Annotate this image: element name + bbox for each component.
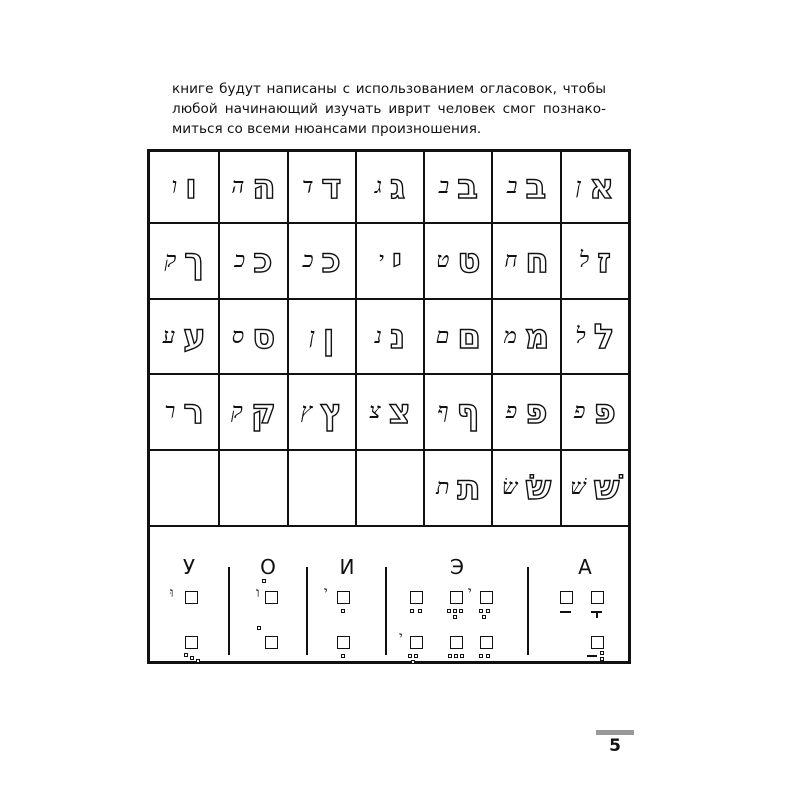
print-letter: א bbox=[589, 167, 615, 207]
sheva-dot bbox=[486, 654, 490, 658]
vowel-column-i bbox=[309, 527, 385, 657]
print-letter: ת bbox=[457, 468, 481, 508]
print-letter: ח bbox=[525, 241, 549, 281]
script-letter: ת bbox=[435, 475, 450, 500]
placeholder-square bbox=[591, 636, 604, 649]
print-letter: ך bbox=[184, 241, 204, 281]
script-letter: י bbox=[378, 248, 384, 273]
script-letter: ד bbox=[302, 174, 314, 199]
script-letter: ל bbox=[578, 248, 590, 273]
paragraph-line-3: миться со всеми нюансами произношения. bbox=[172, 121, 482, 137]
script-letter: ר bbox=[164, 399, 176, 424]
letter-cell bbox=[355, 451, 423, 525]
print-letter: כ bbox=[253, 241, 273, 281]
print-letter: מ bbox=[524, 316, 550, 357]
letter-cell bbox=[355, 375, 423, 451]
script-letter: ק bbox=[231, 399, 243, 424]
print-letter: ע bbox=[183, 316, 206, 357]
script-letter: נ bbox=[374, 323, 382, 349]
sheva-dot bbox=[600, 651, 604, 655]
print-letter: י bbox=[391, 241, 402, 281]
script-letter: ץ bbox=[300, 399, 313, 424]
letter-cell bbox=[287, 224, 355, 300]
letter-cell bbox=[355, 224, 423, 300]
vowel-section bbox=[150, 525, 628, 663]
letter-cell bbox=[287, 152, 355, 224]
paragraph-line-1: книге будут написаны с использованием огласовок, чтобы bbox=[172, 81, 606, 97]
print-letter: ק bbox=[250, 392, 276, 432]
holam-dot bbox=[262, 579, 266, 583]
vowel-divider bbox=[228, 567, 230, 655]
kubuts-dot bbox=[184, 653, 188, 657]
script-letter: כ bbox=[302, 248, 314, 273]
print-letter: שׂ bbox=[525, 468, 552, 508]
segol-dot bbox=[486, 609, 490, 613]
script-letter: כ bbox=[234, 248, 246, 273]
letter-cell bbox=[218, 224, 286, 300]
letter-cell bbox=[218, 300, 286, 375]
letter-cell bbox=[150, 375, 218, 451]
letter-cell bbox=[423, 375, 491, 451]
segol-dot bbox=[453, 609, 457, 613]
sheva-dot bbox=[600, 657, 604, 661]
letter-cell bbox=[218, 375, 286, 451]
vowel-label-a: А bbox=[578, 555, 592, 579]
script-letter: ן bbox=[309, 323, 315, 349]
placeholder-square bbox=[185, 591, 198, 604]
letter-cell bbox=[560, 375, 628, 451]
placeholder-square bbox=[185, 636, 198, 649]
kubuts-dot bbox=[190, 656, 194, 660]
segol-dot bbox=[414, 654, 418, 658]
script-letter: ן bbox=[575, 174, 582, 199]
print-letter: פ bbox=[525, 392, 548, 432]
vowel-divider bbox=[385, 567, 387, 655]
letter-cell bbox=[287, 375, 355, 451]
vowel-label-u: У bbox=[182, 555, 196, 579]
hataf-patah-mark bbox=[587, 655, 597, 657]
page-number: 5 bbox=[609, 736, 621, 756]
print-letter: צ bbox=[388, 392, 411, 432]
placeholder-square bbox=[591, 591, 604, 604]
letter-cell bbox=[560, 451, 628, 525]
print-letter: פ bbox=[593, 392, 616, 432]
placeholder-square bbox=[450, 591, 463, 604]
vowel-divider bbox=[527, 567, 529, 655]
letter-cell bbox=[491, 451, 559, 525]
placeholder-square bbox=[410, 591, 423, 604]
segol-dot bbox=[479, 609, 483, 613]
paragraph-line-2: любой начинающий изучать иврит человек смог познако- bbox=[172, 101, 606, 117]
print-letter: ף bbox=[456, 392, 480, 432]
script-letter: ם bbox=[435, 323, 450, 349]
print-letter: ד bbox=[321, 167, 342, 207]
yod-mark: י bbox=[399, 629, 403, 645]
vowel-column-a bbox=[545, 527, 625, 657]
shuruk-mark: וּ bbox=[170, 585, 174, 601]
letter-cell bbox=[423, 224, 491, 300]
script-letter: פ bbox=[505, 399, 518, 424]
hiriq-dot bbox=[341, 654, 345, 658]
script-letter: ח bbox=[504, 248, 518, 273]
print-letter: כ bbox=[321, 241, 341, 281]
script-letter: ו bbox=[171, 174, 178, 199]
print-letter: ג bbox=[390, 167, 406, 207]
letter-cell bbox=[287, 451, 355, 525]
alphabet-grid bbox=[150, 152, 628, 525]
script-letter: שׁ bbox=[570, 475, 586, 500]
placeholder-square bbox=[337, 636, 350, 649]
script-letter: מ bbox=[503, 323, 517, 349]
hiriq-dot bbox=[341, 609, 345, 613]
print-letter: ב bbox=[457, 167, 478, 207]
script-letter: ב bbox=[506, 174, 518, 199]
placeholder-square bbox=[480, 636, 493, 649]
script-letter: ק bbox=[164, 248, 177, 273]
vav-mark: ו bbox=[256, 585, 260, 601]
script-letter: ג bbox=[374, 174, 383, 199]
letter-cell bbox=[560, 224, 628, 300]
tsere-dot bbox=[410, 609, 414, 613]
sheva-dot bbox=[479, 654, 483, 658]
letter-cell bbox=[355, 300, 423, 375]
print-letter: ב bbox=[525, 167, 547, 207]
placeholder-square bbox=[480, 591, 493, 604]
letter-cell bbox=[150, 224, 218, 300]
letter-cell bbox=[150, 451, 218, 525]
script-letter: שׂ bbox=[501, 475, 518, 500]
placeholder-square bbox=[337, 591, 350, 604]
segol-dot bbox=[453, 615, 457, 619]
script-letter: ב bbox=[438, 174, 450, 199]
segol-dot bbox=[411, 660, 415, 664]
print-letter: ט bbox=[457, 241, 481, 281]
print-letter: ר bbox=[183, 392, 204, 432]
placeholder-square bbox=[560, 591, 573, 604]
hataf-segol-dot bbox=[448, 654, 452, 658]
holam-dot bbox=[257, 626, 261, 630]
vowel-label-i: И bbox=[339, 555, 355, 579]
vowel-label-e: Э bbox=[450, 555, 464, 579]
print-letter: נ bbox=[389, 316, 406, 357]
kubuts-dot bbox=[196, 659, 200, 663]
vowel-column-u bbox=[150, 527, 228, 657]
letter-cell bbox=[423, 152, 491, 224]
hebrew-alphabet-chart bbox=[147, 149, 631, 664]
vowel-column-e bbox=[387, 527, 527, 657]
segol-dot bbox=[447, 609, 451, 613]
hataf-segol-dot bbox=[460, 654, 464, 658]
print-letter: שׁ bbox=[593, 468, 620, 508]
placeholder-square bbox=[265, 636, 278, 649]
letter-cell bbox=[423, 300, 491, 375]
print-letter: ו bbox=[185, 167, 197, 207]
letter-cell bbox=[491, 152, 559, 224]
script-letter: ס bbox=[231, 323, 245, 349]
qamats-stem bbox=[596, 611, 598, 618]
script-letter: ה bbox=[231, 174, 245, 199]
segol-dot bbox=[482, 615, 486, 619]
placeholder-square bbox=[450, 636, 463, 649]
print-letter: ה bbox=[252, 167, 276, 207]
placeholder-square bbox=[410, 636, 423, 649]
segol-dot bbox=[408, 654, 412, 658]
script-letter: ל bbox=[575, 323, 586, 349]
script-letter: צ bbox=[369, 399, 381, 424]
letter-cell bbox=[355, 152, 423, 224]
vowel-label-o: О bbox=[260, 555, 276, 579]
letter-cell bbox=[287, 300, 355, 375]
letter-cell bbox=[423, 451, 491, 525]
letter-cell bbox=[218, 451, 286, 525]
vowel-column-o bbox=[230, 527, 306, 657]
patah-mark bbox=[560, 611, 571, 613]
script-letter: ע bbox=[162, 323, 176, 349]
yod-mark: י bbox=[324, 584, 328, 600]
vowel-divider bbox=[306, 567, 308, 655]
print-letter: ז bbox=[597, 241, 611, 281]
print-letter: ל bbox=[593, 316, 615, 357]
script-letter: ט bbox=[436, 248, 450, 273]
letter-cell bbox=[560, 152, 628, 224]
placeholder-square bbox=[265, 591, 278, 604]
letter-cell bbox=[491, 224, 559, 300]
page-number-bar bbox=[596, 730, 634, 735]
letter-cell bbox=[150, 300, 218, 375]
letter-cell bbox=[491, 300, 559, 375]
script-letter: ף bbox=[437, 399, 449, 424]
print-letter: ץ bbox=[320, 392, 343, 432]
print-letter: ם bbox=[457, 316, 482, 357]
script-letter: פ bbox=[573, 399, 586, 424]
segol-dot bbox=[459, 609, 463, 613]
letter-cell bbox=[218, 152, 286, 224]
yod-mark: י bbox=[468, 584, 472, 600]
letter-cell bbox=[150, 152, 218, 224]
intro-paragraph bbox=[172, 79, 606, 139]
letter-cell bbox=[491, 375, 559, 451]
print-letter: ן bbox=[322, 316, 335, 357]
tsere-dot bbox=[418, 609, 422, 613]
letter-cell bbox=[560, 300, 628, 375]
print-letter: ס bbox=[252, 316, 276, 357]
hataf-segol-dot bbox=[454, 654, 458, 658]
